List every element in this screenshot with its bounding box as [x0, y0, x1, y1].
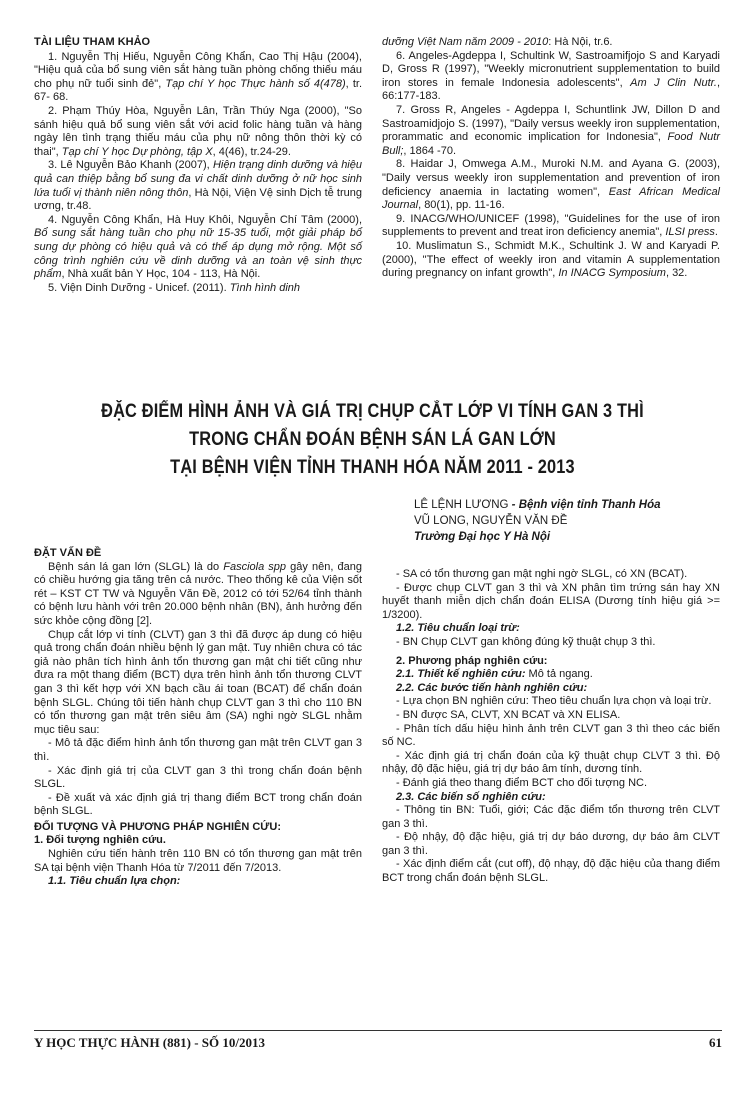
paragraph-text: Bệnh sán lá gan lớn (SLGL) là do	[48, 560, 224, 573]
authors	[414, 497, 724, 545]
step-item: - Phân tích dấu hiệu hình ảnh trên CLVT gan 3 thì theo các biến số NC.	[382, 722, 720, 749]
body-left-column	[34, 545, 362, 889]
step-item: - Đánh giá theo thang điểm BCT cho đối tượng NC.	[396, 776, 648, 789]
criteria-item: - BN Chụp CLVT gan không đúng kỹ thuật chụp 3 thì.	[396, 635, 656, 648]
reference-1	[34, 51, 362, 105]
reference-10	[382, 240, 720, 281]
references-right-column	[382, 36, 720, 281]
species-name: Fasciola spp	[223, 560, 287, 573]
reference-detail: , Nhà xuất bản Y Học, 104 - 113, Hà Nội.	[61, 268, 261, 281]
author-2-name: VŨ LONG, NGUYỄN VĂN ĐỀ	[414, 515, 568, 527]
subsection-heading: 2. Phương pháp nghiên cứu:	[396, 654, 548, 667]
step-item: - Lựa chọn BN nghiên cứu: Theo tiêu chuẩn lựa chọn và loại trừ.	[396, 695, 712, 708]
reference-text: 8. Haidar J, Omwega A.M., Muroki N.M. and Ayana G. (2003), "Daily versus weekly iron supplementation and prevention of iron deficiency anaemia in lactating women",	[382, 158, 720, 198]
subsection-heading: 1.2. Tiêu chuẩn loại trừ:	[396, 622, 520, 635]
subsection-heading: 2.1. Thiết kế nghiên cứu:	[396, 668, 526, 681]
reference-source: dưỡng Việt Nam năm 2009 - 2010	[382, 36, 549, 48]
reference-2	[34, 105, 362, 159]
author-2-affiliation: Trường Đại học Y Hà Nội	[414, 531, 551, 543]
reference-text: 7. Gross R, Angeles - Agdeppa I, Schuntlink JW, Dillon D and Sastroamidjojo S. (1997), "Daily versus weekly iron supplementation, prorammatic and economic implication for Indonesia",	[382, 103, 720, 144]
paragraph: Chụp cắt lớp vi tính (CLVT) gan 3 thì đã được áp dung có hiệu quả trong chẩn đoán nhiều bệnh lý gan mật. Tuy nhiên chưa có tác giả nào phân tích hình ảnh tổn thương gan mật chi tiết cũng như đưa ra một thang điểm (BCT) dựa trên hình ảnh tổn thương CLVT gan 3 thì kết hợp với XN bạch cầu ái toan (BCAT) để chẩn đoán bệnh SLGL. Chúng tôi tiến hành chụp CLVT gan 3 thì cho 110 BN có tổn thương gan mật trên siêu âm (SA) nghi ngờ SLGL nhằm mục tiêu sau:	[34, 628, 362, 736]
step-item: - BN được SA, CLVT, XN BCAT và XN ELISA.	[396, 708, 621, 721]
paragraph: Nghiên cứu tiến hành trên 110 BN có tổn thương gan mật trên SA tại bệnh viện Thanh Hóa từ 7/2011 đến 7/2013.	[34, 848, 362, 874]
reference-8	[382, 158, 720, 212]
reference-text: 6. Angeles-Agdeppa I, Schultink W, Sastroamifjojo S and Karyadi D, Gross R (1997), "Weekly micronutrient supplementation to build iron stores in female Indonesia adolescents",	[382, 49, 720, 89]
variable-item: - Xác định điểm cắt (cut off), độ nhạy, độ đặc hiệu của thang điểm BCT trong chẩn đoán bệnh SLGL.	[382, 858, 720, 885]
reference-source: Tình hình dinh	[229, 281, 301, 294]
reference-text: 4. Nguyễn Công Khẩn, Hà Huy Khôi, Nguyễn Chí Tâm (2000),	[48, 213, 362, 226]
reference-5-continued	[382, 36, 720, 50]
reference-detail: .	[714, 226, 718, 239]
paragraph	[34, 561, 362, 629]
reference-text: 3. Lê Nguyễn Bảo Khanh (2007),	[48, 159, 213, 172]
section-heading-methods: ĐỐI TƯỢNG VÀ PHƯƠNG PHÁP NGHIÊN CỨU:	[34, 820, 282, 833]
subsection-heading: 1.1. Tiêu chuẩn lựa chọn:	[48, 875, 181, 888]
subsection-heading: 1. Đối tượng nghiên cứu.	[34, 834, 166, 847]
subsection-heading: 2.2. Các bước tiến hành nghiên cứu:	[396, 681, 588, 694]
reference-detail: : Hà Nội, tr.6.	[548, 36, 613, 48]
reference-detail: , Hà Nội, Viện Vệ sinh Dịch tễ trung ương, tr.48.	[34, 186, 362, 213]
paragraph-text: gây nên, đang có chiều hướng gia tăng trên cả nước. Theo thống kê của Viện sốt rét – KST CT TW và Nguyễn Văn Đề, 2012 có tới 52/64 tỉnh thành có bệnh lưu hành với trên 20.000 bệnh nhân (BN), ảnh hưởng đến sức khỏe cộng đồng [2].	[34, 560, 362, 627]
reference-3	[34, 159, 362, 213]
reference-source: Tạp chí Y học Thực hành số 4(478)	[165, 77, 346, 90]
reference-text: 2. Phạm Thúy Hòa, Nguyễn Lân, Trần Thúy Nga (2000), "So sánh hiệu quả bổ sung viên sắt với acid folic hàng tuần và hàng ngày lên tình trạng thiếu máu của phụ nữ nông thôn thời kỳ có thai",	[34, 104, 362, 158]
references-heading: TÀI LIỆU THAM KHẢO	[34, 36, 151, 48]
reference-source: Bổ sung sắt hàng tuần cho phụ nữ 15-35 tuổi, một giải pháp bổ sung dự phòng có hiệu quả và có thể áp dụng mở rộng. Một số công trình nghiên cứu về dinh dưỡng và an toàn vệ sinh thực phẩm	[34, 227, 362, 281]
reference-text: 1. Nguyễn Thị Hiếu, Nguyễn Công Khẩn, Cao Thị Hậu (2004), "Hiệu quả của bổ sung viên sắt hàng tuần phòng chống thiếu máu cho phụ nữ tuổi sinh đẻ",	[34, 50, 362, 90]
reference-source: Am J Clin Nutr.	[630, 76, 717, 89]
subsection-heading: 2.3. Các biến số nghiên cứu:	[396, 790, 546, 803]
reference-4	[34, 214, 362, 282]
title-line-1: ĐẶC ĐIỂM HÌNH ẢNH VÀ GIÁ TRỊ CHỤP CẮT LỚP VI TÍNH GAN 3 THÌ	[101, 401, 644, 422]
reference-source: Tạp chí Y học Dự phòng, tập X	[61, 145, 213, 158]
objective-item: - Mô tả đặc điểm hình ảnh tổn thương gan mật trên CLVT gan 3 thì.	[34, 737, 362, 763]
reference-9	[382, 213, 720, 240]
page-number: 61	[709, 1035, 722, 1050]
reference-source: In INACG Symposium	[558, 267, 666, 280]
reference-source: Food Nutr Bull;	[382, 131, 720, 157]
author-1-affiliation: - Bệnh viện tỉnh Thanh Hóa	[508, 499, 661, 511]
reference-text: 10. Muslimatun S., Schmidt M.K., Schultink J. W and Karyadi P. (2000), "The effect of weekly iron and vitamin A supplementation during pregnancy on infant growth",	[382, 239, 720, 280]
section-heading-intro: ĐẶT VẤN ĐỀ	[34, 547, 102, 559]
reference-5	[34, 282, 362, 296]
variable-item: - Thông tin BN: Tuổi, giới; Các đặc điểm tổn thương trên CLVT gan 3 thì.	[382, 804, 720, 830]
paragraph-text: Mô tả ngang.	[525, 668, 593, 681]
objective-item: - Xác định giá trị của CLVT gan 3 thì trong chẩn đoán bệnh SLGL.	[34, 764, 362, 791]
reference-text: 9. INACG/WHO/UNICEF (1998), "Guidelines for the use of iron supplements to prevent and treat iron deficiency anemia",	[382, 212, 720, 239]
paragraph	[382, 668, 720, 682]
variable-item: - Độ nhậy, độ đặc hiệu, giá trị dự báo dương, dự báo âm CLVT gan 3 thì.	[382, 831, 720, 857]
reference-source: ILSI press	[665, 226, 715, 239]
step-item: - Xác định giá trị chẩn đoán của kỹ thuật chụp CLVT 3 thì. Độ nhậy, độ đặc hiệu, giá trị dự báo âm tính, dương tính.	[382, 749, 720, 776]
reference-7	[382, 104, 720, 158]
reference-detail: , 66:177-183.	[382, 76, 720, 103]
journal-issue: Y HỌC THỰC HÀNH (881) - SỐ 10/2013	[34, 1035, 265, 1050]
author-1-name: LÊ LỆNH LƯƠNG	[414, 499, 509, 511]
page-footer	[34, 1030, 722, 1051]
criteria-item: - SA có tổn thương gan mật nghi ngờ SLGL, có XN (BCAT).	[396, 568, 688, 580]
body-right-column	[382, 568, 720, 886]
criteria-item: - Được chụp CLVT gan 3 thì và XN phân tìm trứng sán hay XN huyết thanh miễn dịch chẩn đoán ELISA (Dương tính hiệu giá >= 1/3200).	[382, 581, 720, 621]
title-line-3: TẠI BỆNH VIỆN TỈNH THANH HÓA NĂM 2011 - 2013	[170, 457, 575, 478]
reference-detail: , 4(46), tr.24-29.	[212, 145, 291, 158]
reference-6	[382, 50, 720, 104]
reference-source: Hiện trạng dinh dưỡng và hiệu quả can thiệp bằng bổ sung đa vi chất dinh dưỡng ở nữ học sinh lứa tuổi vị thành niên nông thôn	[34, 159, 362, 199]
objective-item: - Đề xuất và xác định giá trị thang điểm BCT trong chẩn đoán bệnh SLGL.	[34, 791, 362, 818]
reference-detail: , 1864 -70.	[403, 144, 456, 157]
reference-detail: , tr. 67- 68.	[34, 77, 362, 104]
references-left-column	[34, 36, 362, 295]
reference-detail: , 32.	[665, 267, 688, 280]
author-line-1	[414, 497, 724, 513]
article-title	[78, 398, 667, 482]
title-line-2: TRONG CHẨN ĐOÁN BỆNH SÁN LÁ GAN LỚN	[189, 429, 556, 450]
reference-text: 5. Viện Dinh Dưỡng - Unicef. (2011).	[48, 281, 230, 294]
reference-detail: , 80(1), pp. 11-16.	[418, 199, 505, 212]
reference-source: East African Medical Journal	[382, 185, 721, 212]
